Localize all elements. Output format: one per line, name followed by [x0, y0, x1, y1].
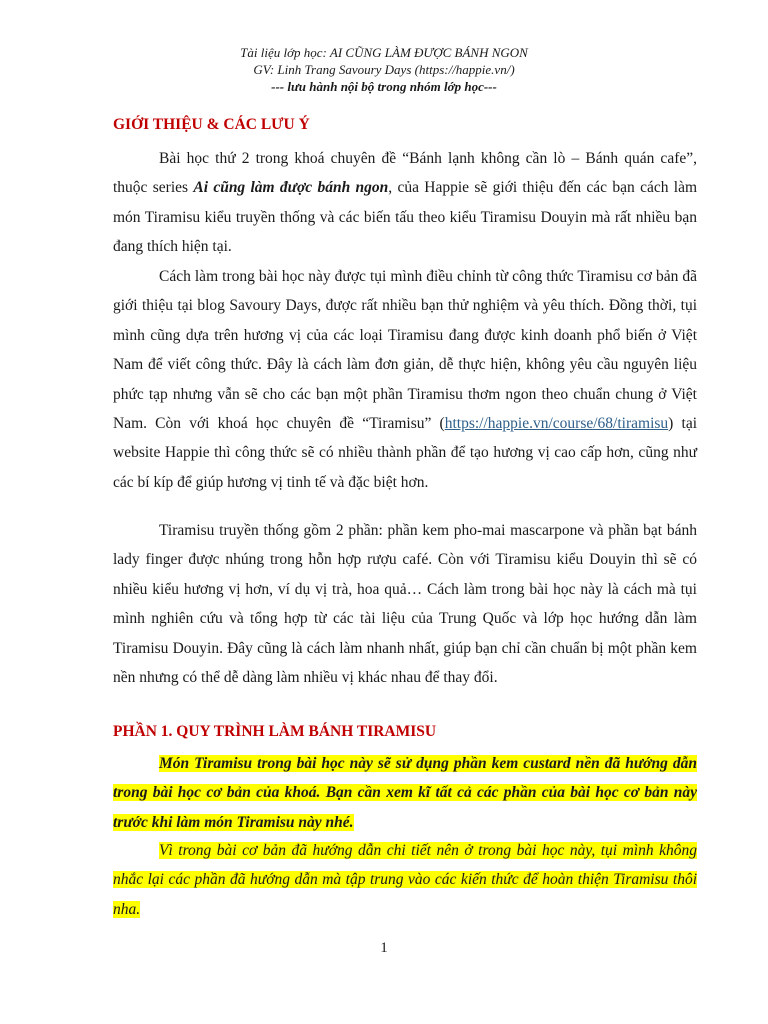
section-title-intro: GIỚI THIỆU & CÁC LƯU Ý — [113, 116, 310, 133]
intro-p2-text-b: ) tại website Happie thì công thức sẽ có nhiều thành phần để tạo hương vị cao cấp hơn, cũng như các bí kíp để giúp hương vị tinh tế và đặc biệt hơn. — [113, 415, 697, 491]
part1-p2-highlighted-text: Vì trong bài cơ bản đã hướng dẫn chi tiết nên ở trong bài học này, tụi mình không nhắc lại các phần đã hướng dẫn mà tập trung vào các kiến thức để hoàn thiện Tiramisu thôi nha. — [113, 842, 697, 918]
tiramisu-course-link[interactable]: https://happie.vn/course/68/tiramisu — [444, 415, 669, 433]
header-teacher: GV: Linh Trang Savoury Days (https://happie.vn/) — [253, 62, 515, 77]
intro-p1-text-b: , của Happie sẽ giới thiệu đến các bạn cách làm món Tiramisu kiểu truyền thống và các biến tấu theo kiểu Tiramisu Douyin mà rất nhiều bạn đang thích hiện tại. — [113, 179, 698, 256]
intro-paragraph-1 — [113, 144, 697, 262]
header-circulation-note: --- lưu hành nội bộ trong nhóm lớp học--- — [271, 79, 497, 94]
intro-p2-text-a: Cách làm trong bài học này được tụi mình điều chỉnh từ công thức Tiramisu cơ bản đã giới thiệu tại blog Savoury Days, được rất nhiều bạn thử nghiệm và yêu thích. Đồng thời, tụi mình cũng dựa trên hương vị của các loại Tiramisu đang được kinh doanh phổ biến ở Việt Nam để viết công thức. Đây là cách làm đơn giản, dễ thực hiện, không yêu cầu nguyên liệu phức tạp nhưng vẫn sẽ cho các bạn một phần Tiramisu thơm ngon theo chuẩn chung ở Việt Nam. Còn với khoá học chuyên đề “Tiramisu” ( — [113, 268, 697, 433]
part1-p1-highlighted-text: Món Tiramisu trong bài học này sẽ sử dụng phần kem custard nền đã hướng dẫn trong bài học cơ bản của khoá. Bạn cần xem kĩ tất cả các phần của bài học cơ bản này trước khi làm món Tiramisu này nhé. — [113, 755, 697, 831]
part1-paragraph-1 — [113, 749, 697, 837]
section-title-part1: PHẦN 1. QUY TRÌNH LÀM BÁNH TIRAMISU — [113, 723, 437, 740]
intro-p3-text: Tiramisu truyền thống gồm 2 phần: phần kem pho-mai mascarpone và phần bạt bánh lady finger được nhúng trong hỗn hợp rượu café. Còn với Tiramisu kiểu Douyin thì sẽ có nhiều kiểu hương vị hơn, ví dụ vị trà, hoa quả… Cách làm trong bài học này là cách mà tụi mình nghiên cứu và tổng hợp từ các tài liệu của Trung Quốc và lớp học hướng dẫn làm Tiramisu Douyin. Đây cũng là cách làm nhanh nhất, giúp bạn chỉ cần chuẩn bị một phần kem nền nhưng có thể dễ dàng làm nhiều vị khác nhau để thay đổi. — [113, 522, 697, 687]
intro-paragraph-2 — [113, 262, 697, 497]
intro-paragraph-3 — [113, 516, 697, 692]
part1-paragraph-2 — [113, 836, 697, 924]
intro-p1-text-a: Bài học thứ 2 trong khoá chuyên đề “Bánh lạnh không cần lò – Bánh quán cafe”, thuộc series — [113, 150, 697, 197]
document-header — [0, 44, 768, 95]
series-name: Ai cũng làm được bánh ngon — [193, 179, 389, 197]
header-course-title: Tài liệu lớp học: AI CŨNG LÀM ĐƯỢC BÁNH NGON — [240, 45, 528, 60]
page-number: 1 — [380, 940, 388, 956]
